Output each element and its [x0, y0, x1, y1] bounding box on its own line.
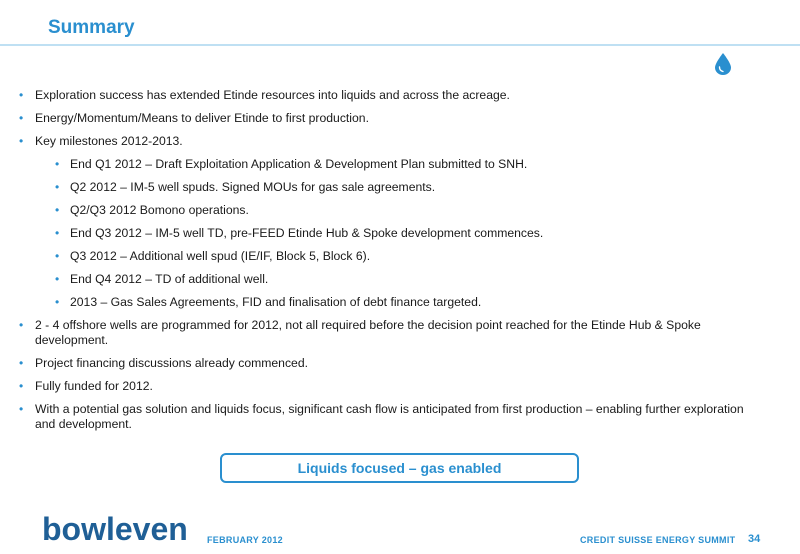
page-number: 34 [748, 533, 761, 545]
bullet-item: • Exploration success has extended Etinde resources into liquids and across the acreage. [18, 88, 758, 103]
bullet-item: • Key milestones 2012-2013. [18, 134, 758, 149]
sub-bullet-item: • End Q3 2012 – IM-5 well TD, pre-FEED Etinde Hub & Spoke development commences. [18, 226, 758, 241]
bullet-item: • With a potential gas solution and liquids focus, significant cash flow is anticipated from first production – enabling further exploration and development. [18, 402, 758, 432]
summary-bullet-list [18, 88, 758, 440]
footer-date: FEBRUARY 2012 [207, 535, 283, 545]
sub-bullet-item: • End Q1 2012 – Draft Exploitation Application & Development Plan submitted to SNH. [18, 157, 758, 172]
slide-title: Summary [48, 17, 135, 38]
bullet-item: • Fully funded for 2012. [18, 379, 758, 394]
water-drop-icon [715, 53, 731, 75]
sub-bullet-item: • 2013 – Gas Sales Agreements, FID and finalisation of debt finance targeted. [18, 295, 758, 310]
title-divider [0, 44, 800, 46]
sub-bullet-item: • End Q4 2012 – TD of additional well. [18, 272, 758, 287]
bullet-item: • 2 - 4 offshore wells are programmed for 2012, not all required before the decision point reached for the Etinde Hub & Spoke development. [18, 318, 758, 348]
sub-bullet-item: • Q3 2012 – Additional well spud (IE/IF, Block 5, Block 6). [18, 249, 758, 264]
sub-bullet-item: • Q2 2012 – IM-5 well spuds. Signed MOUs for gas sale agreements. [18, 180, 758, 195]
bullet-item: • Project financing discussions already commenced. [18, 356, 758, 371]
footer-event-name: CREDIT SUISSE ENERGY SUMMIT [580, 535, 736, 545]
sub-bullet-item: • Q2/Q3 2012 Bomono operations. [18, 203, 758, 218]
bullet-item: • Energy/Momentum/Means to deliver Etinde to first production. [18, 111, 758, 126]
callout-box: Liquids focused – gas enabled [220, 453, 579, 483]
bowleven-logo [42, 510, 202, 548]
logo-text: bowleven [42, 511, 188, 547]
